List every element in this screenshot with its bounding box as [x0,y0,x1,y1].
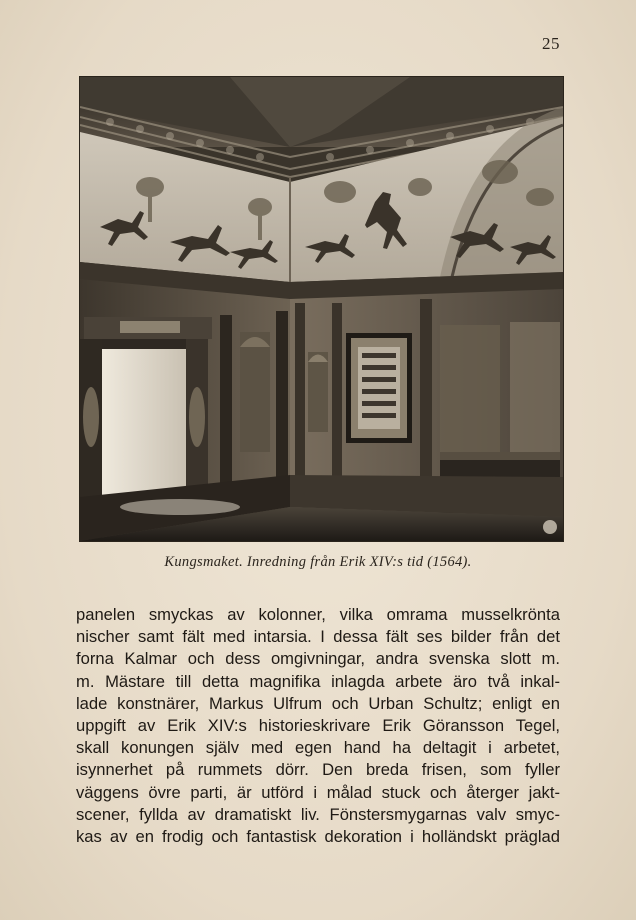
text-line: isynnerhet på rummets dörr. Den breda frisen, som fyller [76,760,560,780]
page-number: 25 [542,34,560,53]
body-text [76,604,560,848]
text-line: kas av en frodig och fantastisk dekoration i holländskt präglad [76,827,560,847]
text-line: forna Kalmar och dess omgivningar, andra svenska slott m. [76,649,560,669]
text-line: uppgift av Erik XIV:s historieskrivare Erik Göransson Tegel, [76,716,560,736]
text-line: panelen smyckas av kolonner, vilka omrama musselkrönta [76,605,560,624]
text-line: m. Mästare till detta magnifika inlagda arbete äro två inkal- [76,671,560,691]
figure-caption: Kungsmaket. Inredning från Erik XIV:s tid (1564). [164,554,472,570]
text-line: nischer samt fält med intarsia. I dessa fält ses bilder från det [76,627,560,647]
room-interior-photograph [79,76,564,542]
text-line: scener, fyllda av dramatiskt liv. Fönstersmygarnas valv smyc- [76,804,560,824]
room-interior-illustration [80,77,563,541]
text-line: skall konungen själv med egen hand ha deltagit i arbetet, [76,738,560,758]
text-line: väggens övre parti, är utförd i målad stuck och återger jakt- [76,782,560,802]
text-line: lade konstnärer, Markus Ulfrum och Urban Schultz; enligt en [76,693,560,713]
